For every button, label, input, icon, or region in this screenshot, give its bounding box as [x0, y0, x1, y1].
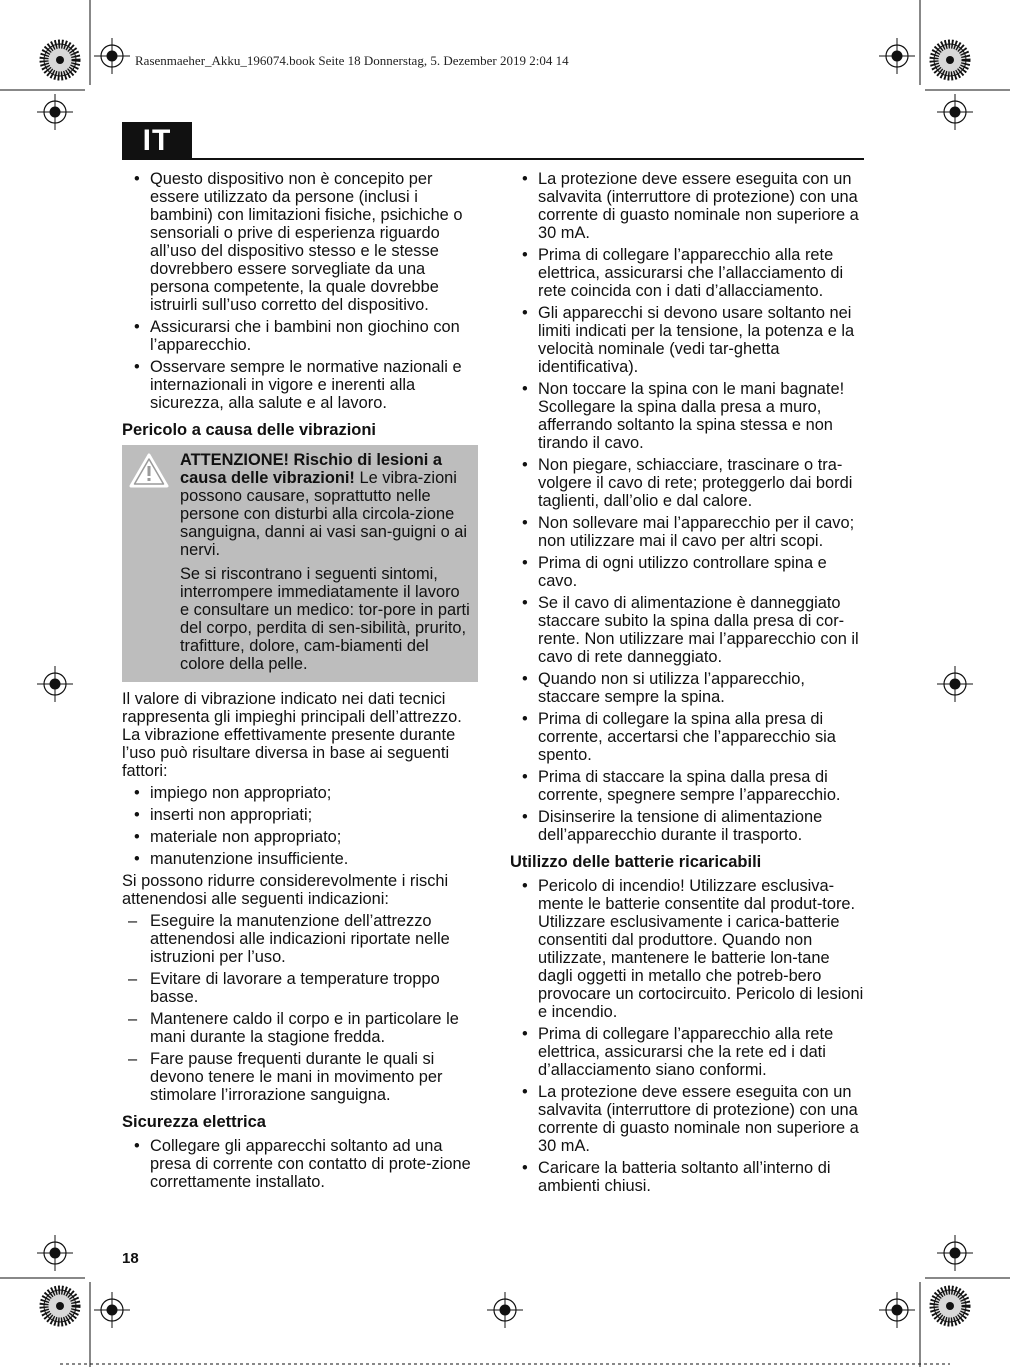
warning-text [180, 451, 473, 559]
registration-mark-icon [937, 94, 973, 130]
list-item: • Gli apparecchi si devono usare soltanto nei limiti indicati per la tensione, la potenza e la velocità nominale (vedi tar-ghetta identificativa). [510, 304, 865, 376]
list-item: – Evitare di lavorare a temperature troppo basse. [122, 970, 478, 1006]
warning-box [122, 445, 478, 682]
registration-mark-icon [94, 38, 130, 74]
registration-rosette-icon [44, 44, 76, 76]
warning-triangle-icon [129, 453, 169, 489]
list-item: • impiego non appropriato; [122, 784, 478, 802]
section-heading-electrical: Sicurezza elettrica [122, 1113, 266, 1131]
list-item: • Disinserire la tensione di alimentazione dell’apparecchio durante il trasporto. [510, 808, 865, 844]
list-item: • Non toccare la spina con le mani bagnate! Scollegare la spina dalla presa a muro, afferrando soltanto la spina stessa e non tirando il cavo. [510, 380, 865, 452]
print-header: Rasenmaeher_Akku_196074.book Seite 18 Donnerstag, 5. Dezember 2019 2:04 14 [135, 53, 569, 68]
right-column [510, 170, 865, 1199]
registration-mark-icon [37, 1235, 73, 1271]
warning-title: ATTENZIONE! Rischio di lesioni a causa delle vibrazioni! [180, 451, 442, 487]
registration-mark-icon [487, 1292, 523, 1328]
registration-mark-icon [37, 666, 73, 702]
list-item: • Assicurarsi che i bambini non giochino con l’apparecchio. [122, 318, 478, 354]
list-item: • Pericolo di incendio! Utilizzare esclusiva-mente le batterie consentite dal produt-tore. Utilizzare esclusivamente i carica-batterie consentiti dal produttore. Quando non utilizzate, mantenere le batterie lon-tane dagli oggetti in metallo che potreb-bero provocare un cortocircuito. Pericolo di lesioni e incendio. [510, 877, 865, 1021]
registration-rosette-icon [44, 1290, 76, 1322]
electrical-list-continued [510, 170, 865, 844]
list-item: • La protezione deve essere eseguita con un salvavita (interruttore di protezione) con una corrente di guasto nominale non superiore a 30 mA. [510, 170, 865, 242]
list-item: – Eseguire la manutenzione dell’attrezzo attenendosi alle indicazioni riportate nelle istruzioni per l’uso. [122, 912, 478, 966]
list-item: • Caricare la batteria soltanto all’interno di ambienti chiusi. [510, 1159, 865, 1195]
registration-mark-icon [879, 38, 915, 74]
list-item: • Quando non si utilizza l’apparecchio, staccare sempre la spina. [510, 670, 865, 706]
electrical-list [122, 1137, 478, 1191]
registration-mark-icon [937, 666, 973, 702]
list-item: • inserti non appropriati; [122, 806, 478, 824]
page-number: 18 [122, 1250, 139, 1267]
warning-symptoms: Se si riscontrano i seguenti sintomi, interrompere immediatamente il lavoro e consultare un medico: tor-pore in parti del corpo, perdita di sen-sibilità, prurito, trafitture, dolore, cam-biamenti del colore della pelle. [180, 565, 470, 673]
measure-list [122, 912, 478, 1104]
list-item: • Collegare gli apparecchi soltanto ad una presa di corrente con contatto di prote-zione correttamente installato. [122, 1137, 478, 1191]
list-item: • Prima di collegare l’apparecchio alla rete elettrica, assicurarsi che la rete ed i dati d’allacciamento siano conformi. [510, 1025, 865, 1079]
section-heading-battery: Utilizzo delle batterie ricaricabili [510, 853, 762, 871]
list-item: – Mantenere caldo il corpo e in particolare le mani durante la stagione fredda. [122, 1010, 478, 1046]
list-item: • Prima di collegare l’apparecchio alla rete elettrica, assicurarsi che l’allacciamento di rete coincida con i dati d’allacciamento. [510, 246, 865, 300]
factor-list [122, 784, 478, 868]
list-item: • Se il cavo di alimentazione è danneggiato staccare subito la spina dalla presa di cor-rente. Non utilizzare mai l’apparecchio con il cavo di rete danneggiato. [510, 594, 865, 666]
list-item: • Prima di collegare la spina alla presa di corrente, accertarsi che l’apparecchio sia spento. [510, 710, 865, 764]
list-item: • Prima di staccare la spina dalla presa di corrente, spegnere sempre l’apparecchio. [510, 768, 865, 804]
safety-bullets [122, 170, 478, 412]
registration-mark-icon [937, 1235, 973, 1271]
vibration-paragraph: Il valore di vibrazione indicato nei dati tecnici rappresenta gli impieghi principali dell’attrezzo. La vibrazione effettivamente presente durante l’uso può risultare diversa in base ai seguenti fattori: [122, 690, 462, 780]
left-column [122, 170, 478, 1195]
list-item: • materiale non appropriato; [122, 828, 478, 846]
battery-list [510, 877, 865, 1195]
registration-rosette-icon [934, 1290, 966, 1322]
list-item: • Questo dispositivo non è concepito per essere utilizzato da persone (inclusi i bambini) con limitazioni fisiche, psichiche o sensoriali o prive di esperienza riguardo all’uso del dispositivo stesso e le stesse dovrebbero essere sorvegliate da una persona competente, la quale dovrebbe istruirli sull’uso corretto del dispositivo. [122, 170, 478, 314]
registration-mark-icon [94, 1292, 130, 1328]
list-item: • manutenzione insufficiente. [122, 850, 478, 868]
list-item: • Non piegare, schiacciare, trascinare o tra-volgere il cavo di rete; proteggerlo dai bordi taglienti, dall’olio e dal calore. [510, 456, 865, 510]
reduce-paragraph: Si possono ridurre considerevolmente i rischi attenendosi alle seguenti indicazioni: [122, 872, 449, 908]
language-tab: IT [122, 122, 192, 160]
list-item: • Non sollevare mai l’apparecchio per il cavo; non utilizzare mai il cavo per altri scopi. [510, 514, 865, 550]
registration-rosette-icon [934, 44, 966, 76]
list-item: – Fare pause frequenti durante le quali si devono tenere le mani in movimento per stimolare l’irrorazione sanguigna. [122, 1050, 478, 1104]
header-rule [122, 158, 864, 160]
registration-mark-icon [879, 1292, 915, 1328]
list-item: • Osservare sempre le normative nazionali e internazionali in vigore e inerenti alla sicurezza, alla salute e al lavoro. [122, 358, 478, 412]
warning-body: Le vibra-zioni possono causare, soprattutto nelle persone con disturbi alla circola-zione sanguigna, danni ai vasi san-guigni o ai nervi. [180, 469, 468, 559]
section-heading-vibration: Pericolo a causa delle vibrazioni [122, 421, 377, 439]
list-item: • La protezione deve essere eseguita con un salvavita (interruttore di protezione) con una corrente di guasto nominale non superiore a 30 mA. [510, 1083, 865, 1155]
list-item: • Prima di ogni utilizzo controllare spina e cavo. [510, 554, 865, 590]
registration-mark-icon [37, 94, 73, 130]
